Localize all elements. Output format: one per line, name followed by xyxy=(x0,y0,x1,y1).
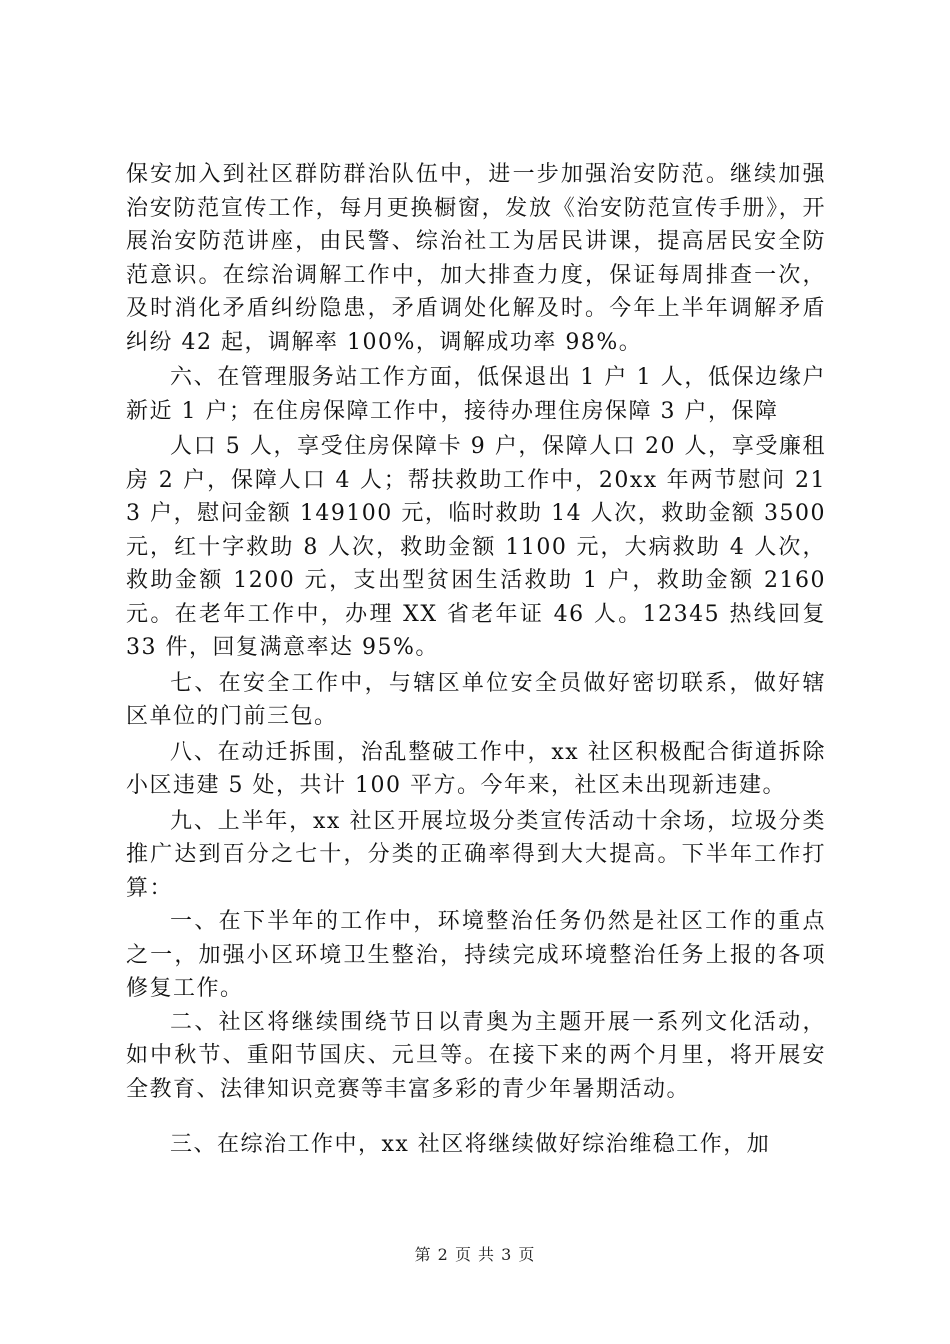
paragraph-housing-assistance: 人口 5 人，享受住房保障卡 9 户，保障人口 20 人，享受廉租房 2 户，保障人口 4 人；帮扶救助工作中，20xx 年两节慰问 213 户，慰问金额 149100 元，临时救助 14 人次，救助金额 3500 元，红十字救助 8 人次，救助金额 1100 元，大病救助 4 人次，救助金额 1200 元，支出型贫困生活救助 1 户，救助金额 2160 元。在老年工作中，办理 XX 省老年证 46 人。12345 热线回复 33 件，回复满意率达 95%。 xyxy=(126,434,826,660)
paragraph-section-nine: 九、上半年，xx 社区开展垃圾分类宣传活动十余场，垃圾分类推广达到百分之七十，分类的正确率得到大大提高。下半年工作打算： xyxy=(126,808,826,901)
paragraph-plan-three: 三、在综治工作中，xx 社区将继续做好综治维稳工作，加 xyxy=(170,1132,771,1157)
paragraph-section-six: 六、在管理服务站工作方面，低保退出 1 户 1 人，低保边缘户新近 1 户；在住房保障工作中，接待办理住房保障 3 户，保障 xyxy=(126,365,826,424)
document-body xyxy=(126,158,826,1162)
paragraph-section-eight: 八、在动迁拆围，治乱整破工作中，xx 社区积极配合街道拆除小区违建 5 处，共计 100 平方。今年来，社区未出现新违建。 xyxy=(126,739,826,798)
paragraph-plan-one: 一、在下半年的工作中，环境整治任务仍然是社区工作的重点之一，加强小区环境卫生整治，持续完成环境整治任务上报的各项修复工作。 xyxy=(126,909,826,1001)
paragraph-security-mediation: 保安加入到社区群防群治队伍中，进一步加强治安防范。继续加强治安防范宣传工作，每月更换橱窗，发放《治安防范宣传手册》，开展治安防范讲座，由民警、综治社工为居民讲课，提高居民安全防范意识。在综治调解工作中，加大排查力度，保证每周排查一次，及时消化矛盾纠纷隐患，矛盾调处化解及时。今年上半年调解矛盾纠纷 42 起，调解率 100%，调解成功率 98%。 xyxy=(126,162,826,355)
paragraph-plan-two: 二、社区将继续围绕节日以青奥为主题开展一系列文化活动，如中秋节、重阳节国庆、元旦等。在接下来的两个月里，将开展安全教育、法律知识竞赛等丰富多彩的青少年暑期活动。 xyxy=(126,1009,826,1102)
page-number-footer: 第 2 页 共 3 页 xyxy=(414,1245,536,1264)
paragraph-section-seven: 七、在安全工作中，与辖区单位安全员做好密切联系，做好辖区单位的门前三包。 xyxy=(126,670,826,729)
